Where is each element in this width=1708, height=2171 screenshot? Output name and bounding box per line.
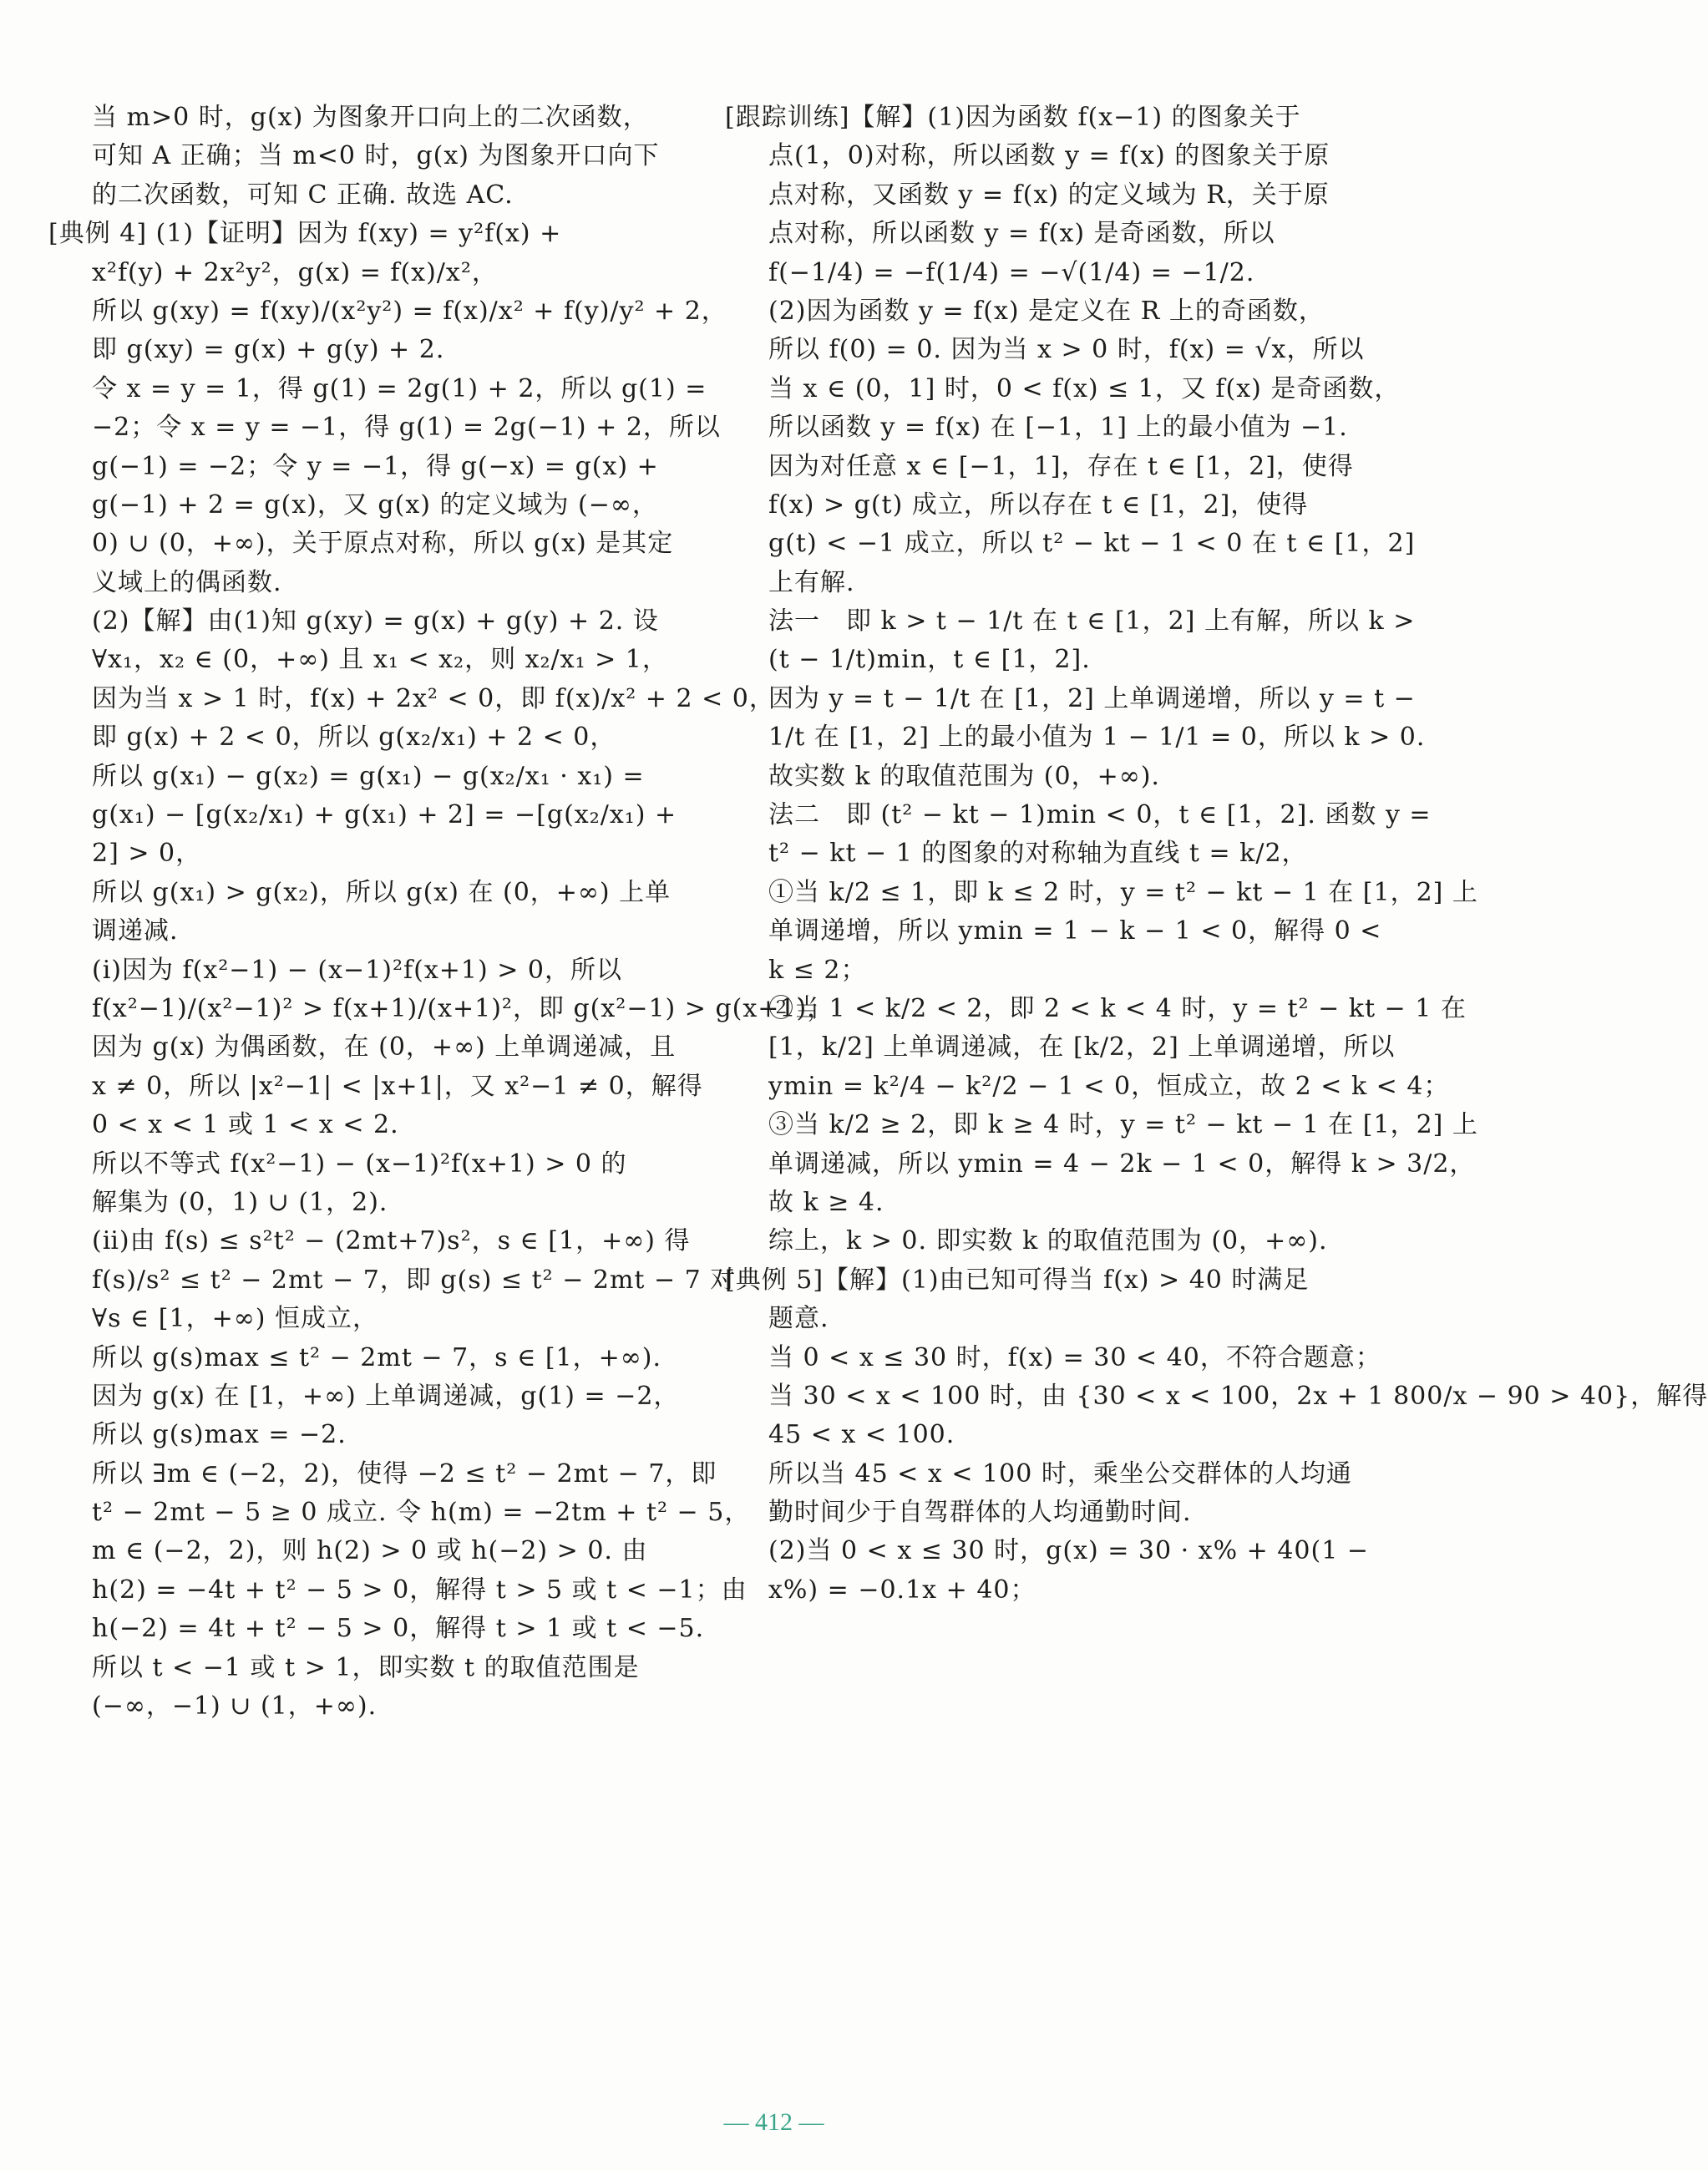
- text-line: k ≤ 2；: [768, 955, 867, 985]
- text-line: 令 x = y = 1，得 g(1) = 2g(1) + 2，所以 g(1) =: [92, 373, 707, 403]
- text-line: 可知 A 正确；当 m<0 时，g(x) 为图象开口向下: [92, 141, 660, 171]
- text-line: 所以函数 y = f(x) 在 [−1，1] 上的最小值为 −1.: [768, 413, 1348, 443]
- text-line: 0 < x < 1 或 1 < x < 2.: [92, 1110, 399, 1140]
- text-line: 所以 t < −1 或 t > 1，即实数 t 的取值范围是: [92, 1652, 640, 1682]
- text-line: 因为 g(x) 为偶函数，在 (0，+∞) 上单调递减，且: [92, 1032, 677, 1063]
- text-line: g(−1) + 2 = g(x)，又 g(x) 的定义域为 (−∞，: [92, 489, 658, 520]
- text-line: f(−1/4) = −f(1/4) = −√(1/4) = −1/2.: [768, 257, 1255, 287]
- text-line: (ⅰ)因为 f(x²−1) − (x−1)²f(x+1) > 0，所以: [92, 955, 622, 985]
- text-line: (ⅱ)由 f(s) ≤ s²t² − (2mt+7)s²，s ∈ [1，+∞) 得: [92, 1226, 691, 1256]
- right-column: [725, 99, 1708, 1610]
- text-line: 即 g(x) + 2 < 0，所以 g(x₂/x₁) + 2 < 0，: [92, 723, 616, 753]
- text-line: 单调递增，所以 ymin = 1 − k − 1 < 0，解得 0 <: [768, 916, 1382, 946]
- text-line: [典例 5]【解】(1)由已知可得当 f(x) > 40 时满足: [725, 1265, 1310, 1295]
- text-line: (2)因为函数 y = f(x) 是定义在 R 上的奇函数，: [768, 296, 1325, 326]
- text-line: 当 x ∈ (0，1] 时，0 < f(x) ≤ 1，又 f(x) 是奇函数，: [768, 373, 1401, 403]
- text-line: 45 < x < 100.: [768, 1420, 955, 1450]
- text-line: f(x²−1)/(x²−1)² > f(x+1)/(x+1)²，即 g(x²−1) > g(x+1)，: [92, 993, 834, 1023]
- text-line: 因为当 x > 1 时，f(x) + 2x² < 0，即 f(x)/x² + 2 < 0，: [92, 683, 775, 713]
- text-line: 上有解.: [768, 567, 855, 597]
- text-line: 综上，k > 0. 即实数 k 的取值范围为 (0，+∞).: [768, 1226, 1328, 1256]
- text-line: ②当 1 < k/2 < 2，即 2 < k < 4 时，y = t² − kt − 1 在: [768, 993, 1467, 1023]
- page-number: — 412 —: [723, 2108, 824, 2136]
- text-line: 点对称，所以函数 y = f(x) 是奇函数，所以: [768, 219, 1275, 249]
- text-line: 所以 g(xy) = f(xy)/(x²y²) = f(x)/x² + f(y)/y² + 2，: [92, 296, 727, 326]
- text-line: 故实数 k 的取值范围为 (0，+∞).: [768, 761, 1160, 791]
- text-line: (2)【解】由(1)知 g(xy) = g(x) + g(y) + 2. 设: [92, 606, 659, 637]
- text-line: (t − 1/t)min，t ∈ [1，2].: [768, 645, 1091, 675]
- text-line: (−∞，−1) ∪ (1，+∞).: [92, 1692, 378, 1722]
- text-line: ymin = k²/4 − k²/2 − 1 < 0，恒成立，故 2 < k < 4；: [768, 1071, 1450, 1101]
- text-line: 2] > 0，: [92, 839, 202, 869]
- text-line: x²f(y) + 2x²y²，g(x) = f(x)/x²，: [92, 257, 498, 287]
- text-line: 解集为 (0，1) ∪ (1，2).: [92, 1187, 388, 1217]
- text-line: 因为对任意 x ∈ [−1，1]，存在 t ∈ [1，2]，使得: [768, 451, 1354, 481]
- text-line: g(x₁) − [g(x₂/x₁) + g(x₁) + 2] = −[g(x₂/x₁) +: [92, 800, 677, 830]
- text-line: 所以 g(s)max ≤ t² − 2mt − 7，s ∈ [1，+∞).: [92, 1342, 662, 1372]
- text-line: (2)当 0 < x ≤ 30 时，g(x) = 30 · x% + 40(1 −: [768, 1536, 1369, 1566]
- text-line: 当 30 < x < 100 时，由 {30 < x < 100，2x + 1 800/x − 90 > 40}，解得: [768, 1381, 1708, 1411]
- text-line: 点(1，0)对称，所以函数 y = f(x) 的图象关于原: [768, 141, 1330, 171]
- text-line: 即 g(xy) = g(x) + g(y) + 2.: [92, 335, 445, 365]
- text-line: [1，k/2] 上单调递减，在 [k/2，2] 上单调递增，所以: [768, 1032, 1396, 1063]
- text-line: 1/t 在 [1，2] 上的最小值为 1 − 1/1 = 0，所以 k > 0.: [768, 723, 1426, 753]
- text-line: h(2) = −4t + t² − 5 > 0，解得 t > 5 或 t < −1；由: [92, 1575, 748, 1605]
- text-line: 法二 即 (t² − kt − 1)min < 0，t ∈ [1，2]. 函数 y =: [768, 800, 1432, 830]
- text-line: x ≠ 0，所以 |x²−1| < |x+1|，又 x²−1 ≠ 0，解得: [92, 1071, 703, 1101]
- text-line: 所以 g(x₁) − g(x₂) = g(x₁) − g(x₂/x₁ · x₁) =: [92, 761, 645, 791]
- text-line: 0) ∪ (0，+∞)，关于原点对称，所以 g(x) 是其定: [92, 529, 674, 559]
- text-line: g(−1) = −2；令 y = −1，得 g(−x) = g(x) +: [92, 451, 659, 481]
- text-line: ∀s ∈ [1，+∞) 恒成立，: [92, 1304, 378, 1334]
- text-line: 题意.: [768, 1304, 829, 1334]
- text-line: g(t) < −1 成立，所以 t² − kt − 1 < 0 在 t ∈ [1，2]: [768, 529, 1416, 559]
- text-line: ③当 k/2 ≥ 2，即 k ≥ 4 时，y = t² − kt − 1 在 [1，2] 上: [768, 1110, 1478, 1140]
- text-line: 所以 g(x₁) > g(x₂)，所以 g(x) 在 (0，+∞) 上单: [92, 877, 672, 907]
- text-line: 所以 ∃m ∈ (−2，2)，使得 −2 ≤ t² − 2mt − 7，即: [92, 1458, 717, 1489]
- text-line: 当 0 < x ≤ 30 时，f(x) = 30 < 40，不符合题意；: [768, 1342, 1381, 1372]
- text-line: f(s)/s² ≤ t² − 2mt − 7，即 g(s) ≤ t² − 2mt − 7 对: [92, 1265, 737, 1295]
- text-line: 所以当 45 < x < 100 时，乘坐公交群体的人均通: [768, 1458, 1352, 1489]
- text-line: m ∈ (−2，2)，则 h(2) > 0 或 h(−2) > 0. 由: [92, 1536, 648, 1566]
- text-line: 点对称，又函数 y = f(x) 的定义域为 R，关于原: [768, 180, 1330, 210]
- text-line: t² − 2mt − 5 ≥ 0 成立. 令 h(m) = −2tm + t² − 5，: [92, 1498, 751, 1528]
- text-line: 当 m>0 时，g(x) 为图象开口向上的二次函数，: [92, 103, 649, 132]
- text-line: [典例 4] (1)【证明】因为 f(xy) = y²f(x) +: [48, 219, 562, 249]
- text-line: 的二次函数，可知 C 正确. 故选 AC.: [92, 180, 514, 210]
- text-line: 因为 y = t − 1/t 在 [1，2] 上单调递增，所以 y = t −: [768, 683, 1416, 713]
- text-line: f(x) > g(t) 成立，所以存在 t ∈ [1，2]，使得: [768, 489, 1309, 520]
- text-line: 所以 g(s)max = −2.: [92, 1420, 347, 1450]
- text-line: 故 k ≥ 4.: [768, 1187, 884, 1217]
- text-line: [跟踪训练]【解】(1)因为函数 f(x−1) 的图象关于: [725, 103, 1301, 132]
- text-line: 法一 即 k > t − 1/t 在 t ∈ [1，2] 上有解，所以 k >: [768, 606, 1416, 637]
- text-line: 单调递减，所以 ymin = 4 − 2k − 1 < 0，解得 k > 3/2，: [768, 1149, 1476, 1179]
- text-line: h(−2) = 4t + t² − 5 > 0，解得 t > 1 或 t < −5.: [92, 1614, 705, 1644]
- text-line: x%) = −0.1x + 40；: [768, 1575, 1036, 1605]
- text-line: t² − kt − 1 的图象的对称轴为直线 t = k/2，: [768, 839, 1308, 869]
- text-line: 勤时间少于自驾群体的人均通勤时间.: [768, 1498, 1192, 1528]
- text-line: 所以 f(0) = 0. 因为当 x > 0 时，f(x) = √x，所以: [768, 335, 1365, 365]
- text-line: 调递减.: [92, 916, 179, 946]
- text-line: 义域上的偶函数.: [92, 567, 282, 597]
- text-line: 所以不等式 f(x²−1) − (x−1)²f(x+1) > 0 的: [92, 1149, 627, 1179]
- text-line: ∀x₁，x₂ ∈ (0，+∞) 且 x₁ < x₂，则 x₂/x₁ > 1，: [92, 645, 668, 675]
- text-line: 因为 g(x) 在 [1，+∞) 上单调递减，g(1) = −2，: [92, 1381, 680, 1411]
- text-line: −2；令 x = y = −1，得 g(1) = 2g(−1) + 2，所以: [92, 413, 721, 443]
- text-line: ①当 k/2 ≤ 1，即 k ≤ 2 时，y = t² − kt − 1 在 [1，2] 上: [768, 877, 1478, 907]
